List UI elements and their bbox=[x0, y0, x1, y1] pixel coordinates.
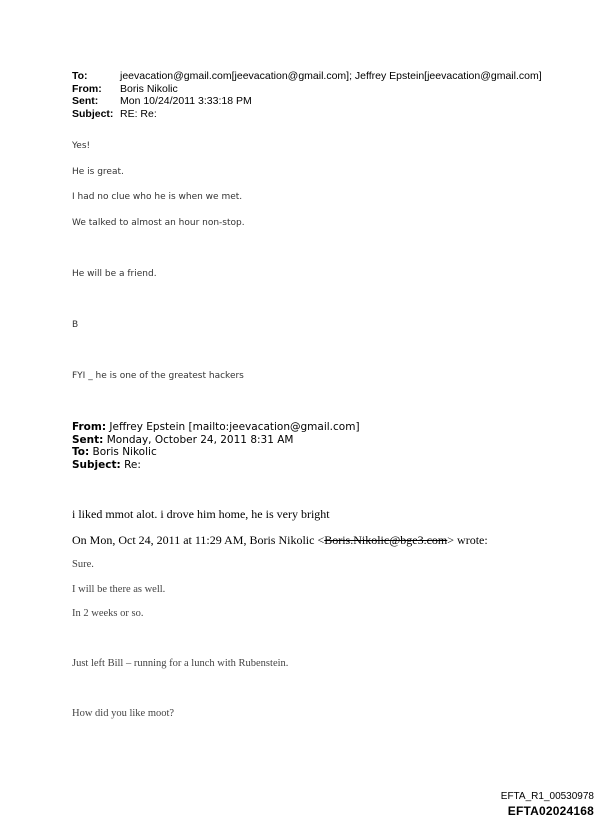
quoted-to-row bbox=[72, 446, 360, 459]
quoted-subject-label: Subject: bbox=[72, 458, 121, 471]
reply-line: Yes! bbox=[72, 141, 91, 151]
on-wrote-suffix: > wrote: bbox=[447, 533, 488, 547]
quoted-reply-line: Just left Bill – running for a lunch with Rubenstein. bbox=[72, 658, 289, 669]
to-row bbox=[72, 70, 542, 83]
to-label: To: bbox=[72, 70, 88, 82]
reply-line: I had no clue who he is when we met. bbox=[72, 192, 243, 202]
quoted-reply-line: I will be there as well. bbox=[72, 584, 166, 595]
quoted-sent-label: Sent: bbox=[72, 433, 104, 446]
quoted-sent-row bbox=[72, 434, 360, 447]
subject-row bbox=[72, 108, 542, 121]
reply-line: FYI _ he is one of the greatest hackers bbox=[72, 371, 244, 381]
quoted-reply-line: Sure. bbox=[72, 559, 94, 570]
on-wrote-prefix: On Mon, Oct 24, 2011 at 11:29 AM, Boris Nikolic < bbox=[72, 533, 325, 547]
to-value: jeevacation@gmail.com[jeevacation@gmail.com]; Jeffrey Epstein[jeevacation@gmail.com] bbox=[120, 70, 542, 82]
reply-line: He is great. bbox=[72, 167, 124, 177]
quoted-message-line: i liked mmot alot. i drove him home, he is very bright bbox=[72, 507, 330, 521]
quoted-sent-value: Monday, October 24, 2011 8:31 AM bbox=[106, 433, 294, 446]
quoted-header bbox=[72, 421, 360, 471]
from-value: Boris Nikolic bbox=[120, 82, 178, 95]
sent-value: Mon 10/24/2011 3:33:18 PM bbox=[120, 95, 252, 107]
from-row bbox=[72, 83, 542, 96]
subject-label: Subject: bbox=[72, 107, 114, 120]
quoted-to-label: To: bbox=[72, 446, 90, 458]
quoted-subject-row bbox=[72, 459, 360, 472]
reply-line: We talked to almost an hour non-stop. bbox=[72, 218, 245, 228]
quoted-from-value: Jeffrey Epstein [mailto:jeevacation@gmail.com] bbox=[109, 421, 360, 433]
quoted-reply-line: How did you like moot? bbox=[72, 708, 175, 719]
reply-signature: B bbox=[72, 320, 79, 330]
quoted-to-value: Boris Nikolic bbox=[92, 446, 157, 458]
from-label: From: bbox=[72, 82, 102, 95]
quoted-subject-value: Re: bbox=[124, 458, 141, 471]
quoted-from-row bbox=[72, 421, 360, 434]
on-wrote-line bbox=[72, 533, 488, 548]
sent-label: Sent: bbox=[72, 95, 99, 107]
quoted-from-label: From: bbox=[72, 421, 107, 433]
email-header bbox=[72, 70, 542, 120]
bates-number-1: EFTA_R1_00530978 bbox=[500, 791, 594, 802]
reply-line: He will be a friend. bbox=[72, 269, 157, 279]
quoted-reply-line: In 2 weeks or so. bbox=[72, 608, 144, 619]
subject-value: RE: Re: bbox=[120, 107, 157, 120]
bates-number-2: EFTA02024168 bbox=[507, 804, 594, 818]
redacted-email-link[interactable]: Boris.Nikolic@bge3.com bbox=[324, 533, 448, 547]
sent-row bbox=[72, 95, 542, 108]
